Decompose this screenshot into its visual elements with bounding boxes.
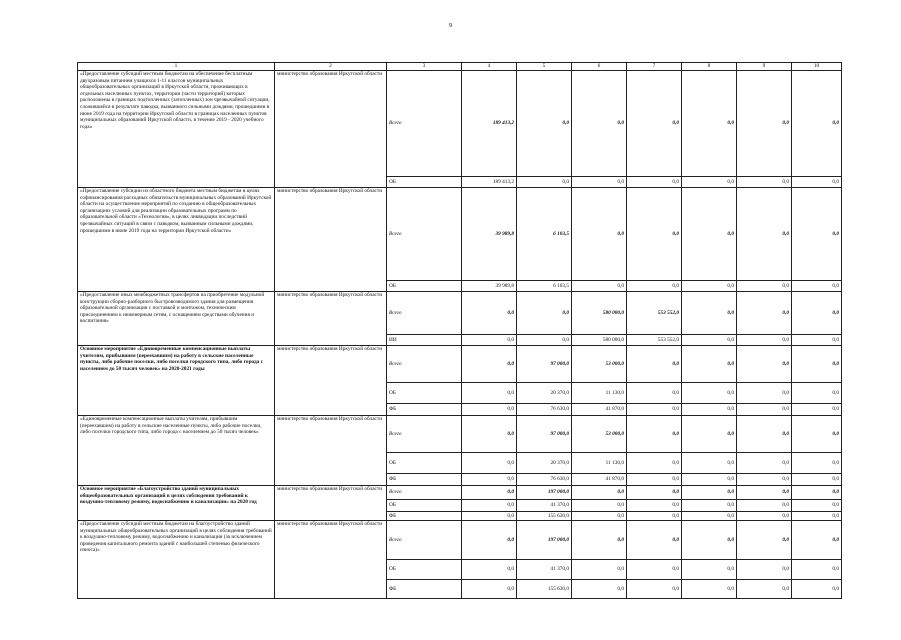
amount-cell: 0,0 (462, 486, 517, 500)
funding-source: ФБ (387, 474, 462, 486)
amount-cell: 0,0 (627, 453, 682, 474)
amount-cell: 0,0 (682, 281, 737, 292)
amount-cell: 0,0 (627, 521, 682, 560)
amount-cell: 0,0 (462, 512, 517, 521)
amount-cell: 0,0 (627, 346, 682, 383)
amount-cell: 0,0 (517, 335, 572, 346)
header-cell-10: 10 (792, 63, 842, 71)
amount-cell: 0,0 (792, 416, 842, 453)
amount-cell: 0,0 (737, 560, 792, 580)
amount-cell: 0,0 (682, 383, 737, 404)
amount-cell: 197 000,0 (517, 486, 572, 500)
measure-executor: министерство образования Иркутской области (275, 346, 387, 416)
amount-cell: 0,0 (682, 404, 737, 416)
amount-cell: 0,0 (682, 512, 737, 521)
amount-cell: 0,0 (462, 416, 517, 453)
amount-cell: 0,0 (462, 453, 517, 474)
measure-executor: министерство образования Иркутской области (275, 521, 387, 599)
amount-cell: 0,0 (572, 560, 627, 580)
amount-cell: 0,0 (792, 71, 842, 177)
amount-cell: 0,0 (792, 521, 842, 560)
budget-table (77, 62, 842, 599)
amount-cell: 0,0 (572, 580, 627, 599)
amount-cell: 0,0 (572, 71, 627, 177)
amount-cell: 0,0 (517, 177, 572, 188)
funding-source: ФБ (387, 580, 462, 599)
measure-executor: министерство образования Иркутской области (275, 416, 387, 486)
header-cell-9: 9 (737, 63, 792, 71)
funding-source: ОБ (387, 177, 462, 188)
funding-source: Всего (387, 292, 462, 335)
table-row (78, 188, 842, 281)
amount-cell: 155 630,0 (517, 580, 572, 599)
amount-cell: 580 000,0 (572, 335, 627, 346)
amount-cell: 6 103,5 (517, 281, 572, 292)
amount-cell: 0,0 (737, 500, 792, 512)
amount-cell: 0,0 (627, 177, 682, 188)
amount-cell: 0,0 (737, 383, 792, 404)
amount-cell: 0,0 (737, 71, 792, 177)
header-cell-5: 5 (517, 63, 572, 71)
amount-cell: 0,0 (682, 188, 737, 281)
amount-cell: 97 000,0 (517, 416, 572, 453)
amount-cell: 0,0 (737, 281, 792, 292)
amount-cell: 20 370,0 (517, 383, 572, 404)
amount-cell: 0,0 (737, 188, 792, 281)
measure-executor: министерство образования Иркутской области (275, 188, 387, 292)
table-row (78, 486, 842, 500)
amount-cell: 0,0 (792, 474, 842, 486)
amount-cell: 0,0 (517, 292, 572, 335)
funding-source: Всего (387, 486, 462, 500)
amount-cell: 0,0 (792, 560, 842, 580)
amount-cell: 189 413,2 (462, 177, 517, 188)
header-cell-7: 7 (627, 63, 682, 71)
amount-cell: 0,0 (792, 335, 842, 346)
amount-cell: 0,0 (627, 512, 682, 521)
amount-cell: 0,0 (792, 383, 842, 404)
funding-source: ФБ (387, 512, 462, 521)
amount-cell: 155 630,0 (517, 512, 572, 521)
amount-cell: 0,0 (572, 486, 627, 500)
header-cell-1: 1 (78, 63, 275, 71)
amount-cell: 41 370,0 (517, 560, 572, 580)
amount-cell: 0,0 (462, 580, 517, 599)
table-row (78, 416, 842, 453)
amount-cell: 0,0 (792, 346, 842, 383)
amount-cell: 189 413,2 (462, 71, 517, 177)
header-cell-4: 4 (462, 63, 517, 71)
measure-description: Основное мероприятие «Благоустройство зданий муниципальных общеобразовательных организаций в целях соблюдения требований к воздушно-тепловому режиму, водоснабжению и канализации» на 2020 год (78, 486, 275, 521)
amount-cell: 0,0 (737, 453, 792, 474)
amount-cell: 0,0 (792, 281, 842, 292)
amount-cell: 0,0 (737, 521, 792, 560)
funding-source: Всего (387, 521, 462, 560)
amount-cell: 0,0 (682, 346, 737, 383)
table-row (78, 71, 842, 177)
amount-cell: 0,0 (737, 580, 792, 599)
amount-cell: 0,0 (682, 474, 737, 486)
amount-cell: 0,0 (792, 292, 842, 335)
funding-source: ОБ (387, 500, 462, 512)
measure-description: «Предоставление субсидий местным бюджетам на благоустройство зданий муниципальных общеобразовательных организаций в целях соблюдения требований к воздушно-тепловому режиму, водоснабжению и канализации (за исключением проведения капитального ремонта зданий с наибольшей степенью физического износа)» (78, 521, 275, 599)
header-cell-8: 8 (682, 63, 737, 71)
amount-cell: 0,0 (627, 500, 682, 512)
amount-cell: 0,0 (682, 521, 737, 560)
amount-cell: 0,0 (462, 335, 517, 346)
amount-cell: 0,0 (792, 500, 842, 512)
amount-cell: 0,0 (737, 416, 792, 453)
header-cell-6: 6 (572, 63, 627, 71)
amount-cell: 0,0 (572, 188, 627, 281)
funding-source: ОБ (387, 560, 462, 580)
amount-cell: 553 552,0 (627, 335, 682, 346)
funding-source: ОБ (387, 453, 462, 474)
amount-cell: 0,0 (462, 292, 517, 335)
funding-source: Всего (387, 188, 462, 281)
amount-cell: 0,0 (627, 474, 682, 486)
amount-cell: 0,0 (682, 335, 737, 346)
amount-cell: 0,0 (737, 346, 792, 383)
amount-cell: 0,0 (682, 416, 737, 453)
amount-cell: 0,0 (462, 521, 517, 560)
amount-cell: 0,0 (627, 580, 682, 599)
measure-executor: министерство образования Иркутской области (275, 71, 387, 188)
amount-cell: 0,0 (682, 292, 737, 335)
amount-cell: 0,0 (682, 580, 737, 599)
measure-description: «Предоставление субсидии из областного бюджета местным бюджетам в целях софинансирования расходных обязательств муниципальных образований Иркутской области на осуществление мероприятий по созданию в общеобразовательных организациях условий для реализации образовательных программ по образовательной области «Технология», в целях ликвидации последствий чрезвычайных ситуаций в связи с паводком, вызванным сильными дождями, прошедшими в июне 2019 года на территории Иркутской области» (78, 188, 275, 292)
amount-cell: 0,0 (517, 71, 572, 177)
amount-cell: 0,0 (462, 346, 517, 383)
amount-cell: 0,0 (627, 416, 682, 453)
amount-cell: 0,0 (792, 512, 842, 521)
amount-cell: 0,0 (627, 486, 682, 500)
amount-cell: 0,0 (462, 500, 517, 512)
amount-cell: 97 000,0 (517, 346, 572, 383)
amount-cell: 76 630,0 (517, 404, 572, 416)
amount-cell: 0,0 (462, 560, 517, 580)
amount-cell: 0,0 (737, 474, 792, 486)
measure-description: «Единовременные компенсационные выплаты учителям, прибывшим (переехавшим) на работу в сельские населенные пункты, либо рабочие поселки, либо поселки городского типа, либо города с населением до 50 тысяч человек» (78, 416, 275, 486)
header-row (78, 63, 842, 71)
funding-source: ИИ (387, 335, 462, 346)
amount-cell: 53 000,0 (572, 346, 627, 383)
table-row (78, 346, 842, 383)
amount-cell: 0,0 (572, 512, 627, 521)
funding-source: Всего (387, 71, 462, 177)
amount-cell: 0,0 (627, 71, 682, 177)
amount-cell: 39 989,8 (462, 188, 517, 281)
amount-cell: 0,0 (627, 404, 682, 416)
amount-cell: 0,0 (627, 560, 682, 580)
amount-cell: 0,0 (792, 486, 842, 500)
amount-cell: 76 630,0 (517, 474, 572, 486)
table-row (78, 292, 842, 335)
measure-executor: министерство образования Иркутской области (275, 486, 387, 521)
funding-source: Всего (387, 346, 462, 383)
amount-cell: 0,0 (737, 335, 792, 346)
amount-cell: 11 130,0 (572, 453, 627, 474)
measure-description: «Предоставление иных межбюджетных трансфертов на приобретение модульной конструкции сборно-разборного быстровозводимого здания для размещения образовательной организации с поставкой и монтажом, техническим присоединением к инженерным сетям, с оснащением средствами обучения и воспитания» (78, 292, 275, 346)
funding-source: ОБ (387, 383, 462, 404)
amount-cell: 553 552,0 (627, 292, 682, 335)
funding-source: ОБ (387, 281, 462, 292)
amount-cell: 0,0 (572, 177, 627, 188)
amount-cell: 0,0 (682, 177, 737, 188)
amount-cell: 39 989,8 (462, 281, 517, 292)
amount-cell: 41 370,0 (517, 500, 572, 512)
amount-cell: 0,0 (682, 453, 737, 474)
amount-cell: 0,0 (462, 404, 517, 416)
amount-cell: 6 103,5 (517, 188, 572, 281)
amount-cell: 197 000,0 (517, 521, 572, 560)
funding-source: Всего (387, 416, 462, 453)
amount-cell: 0,0 (792, 453, 842, 474)
amount-cell: 41 870,0 (572, 404, 627, 416)
page-number: 9 (448, 22, 453, 29)
amount-cell: 0,0 (572, 500, 627, 512)
amount-cell: 0,0 (737, 404, 792, 416)
amount-cell: 580 000,0 (572, 292, 627, 335)
measure-description: Основное мероприятие «Единовременные компенсационные выплаты учителям, прибывшим (переехавшим) на работу в сельские населенные пункты, либо рабочие поселки, либо поселки городского типа, либо города с населением до 50 тысяч человек» на 2020-2021 годы (78, 346, 275, 416)
amount-cell: 0,0 (737, 292, 792, 335)
amount-cell: 0,0 (462, 474, 517, 486)
amount-cell: 0,0 (462, 383, 517, 404)
amount-cell: 11 130,0 (572, 383, 627, 404)
amount-cell: 0,0 (682, 500, 737, 512)
amount-cell: 0,0 (792, 188, 842, 281)
amount-cell: 0,0 (682, 486, 737, 500)
amount-cell: 0,0 (792, 404, 842, 416)
amount-cell: 53 000,0 (572, 416, 627, 453)
header-cell-2: 2 (275, 63, 387, 71)
amount-cell: 0,0 (792, 177, 842, 188)
amount-cell: 0,0 (572, 521, 627, 560)
amount-cell: 0,0 (627, 383, 682, 404)
header-cell-3: 3 (387, 63, 462, 71)
amount-cell: 0,0 (792, 580, 842, 599)
amount-cell: 0,0 (682, 560, 737, 580)
amount-cell: 0,0 (572, 281, 627, 292)
amount-cell: 0,0 (682, 71, 737, 177)
amount-cell: 41 870,0 (572, 474, 627, 486)
amount-cell: 0,0 (737, 512, 792, 521)
table-row (78, 521, 842, 560)
amount-cell: 20 370,0 (517, 453, 572, 474)
amount-cell: 0,0 (737, 177, 792, 188)
amount-cell: 0,0 (627, 188, 682, 281)
amount-cell: 0,0 (737, 486, 792, 500)
measure-description: «Предоставление субсидий местным бюджетам на обеспечение бесплатным двухразовым питанием учащихся 1-11 классов муниципальных общеобразовательных организаций в Иркутской области, проживающих в отдельных населенных пунктах, территории (части территорий) которых расположены в границах подтопленных (затопленных) зон чрезвычайной ситуации, сложившейся в результате паводка, вызванного сильными дождями, прошедшими в июне 2019 года на территории Иркутской области в границах населенных пунктов муниципальных образований Иркутской области, в течение 2019 - 2020 учебного года» (78, 71, 275, 188)
measure-executor: министерство образования Иркутской области (275, 292, 387, 346)
funding-source: ФБ (387, 404, 462, 416)
amount-cell: 0,0 (627, 281, 682, 292)
